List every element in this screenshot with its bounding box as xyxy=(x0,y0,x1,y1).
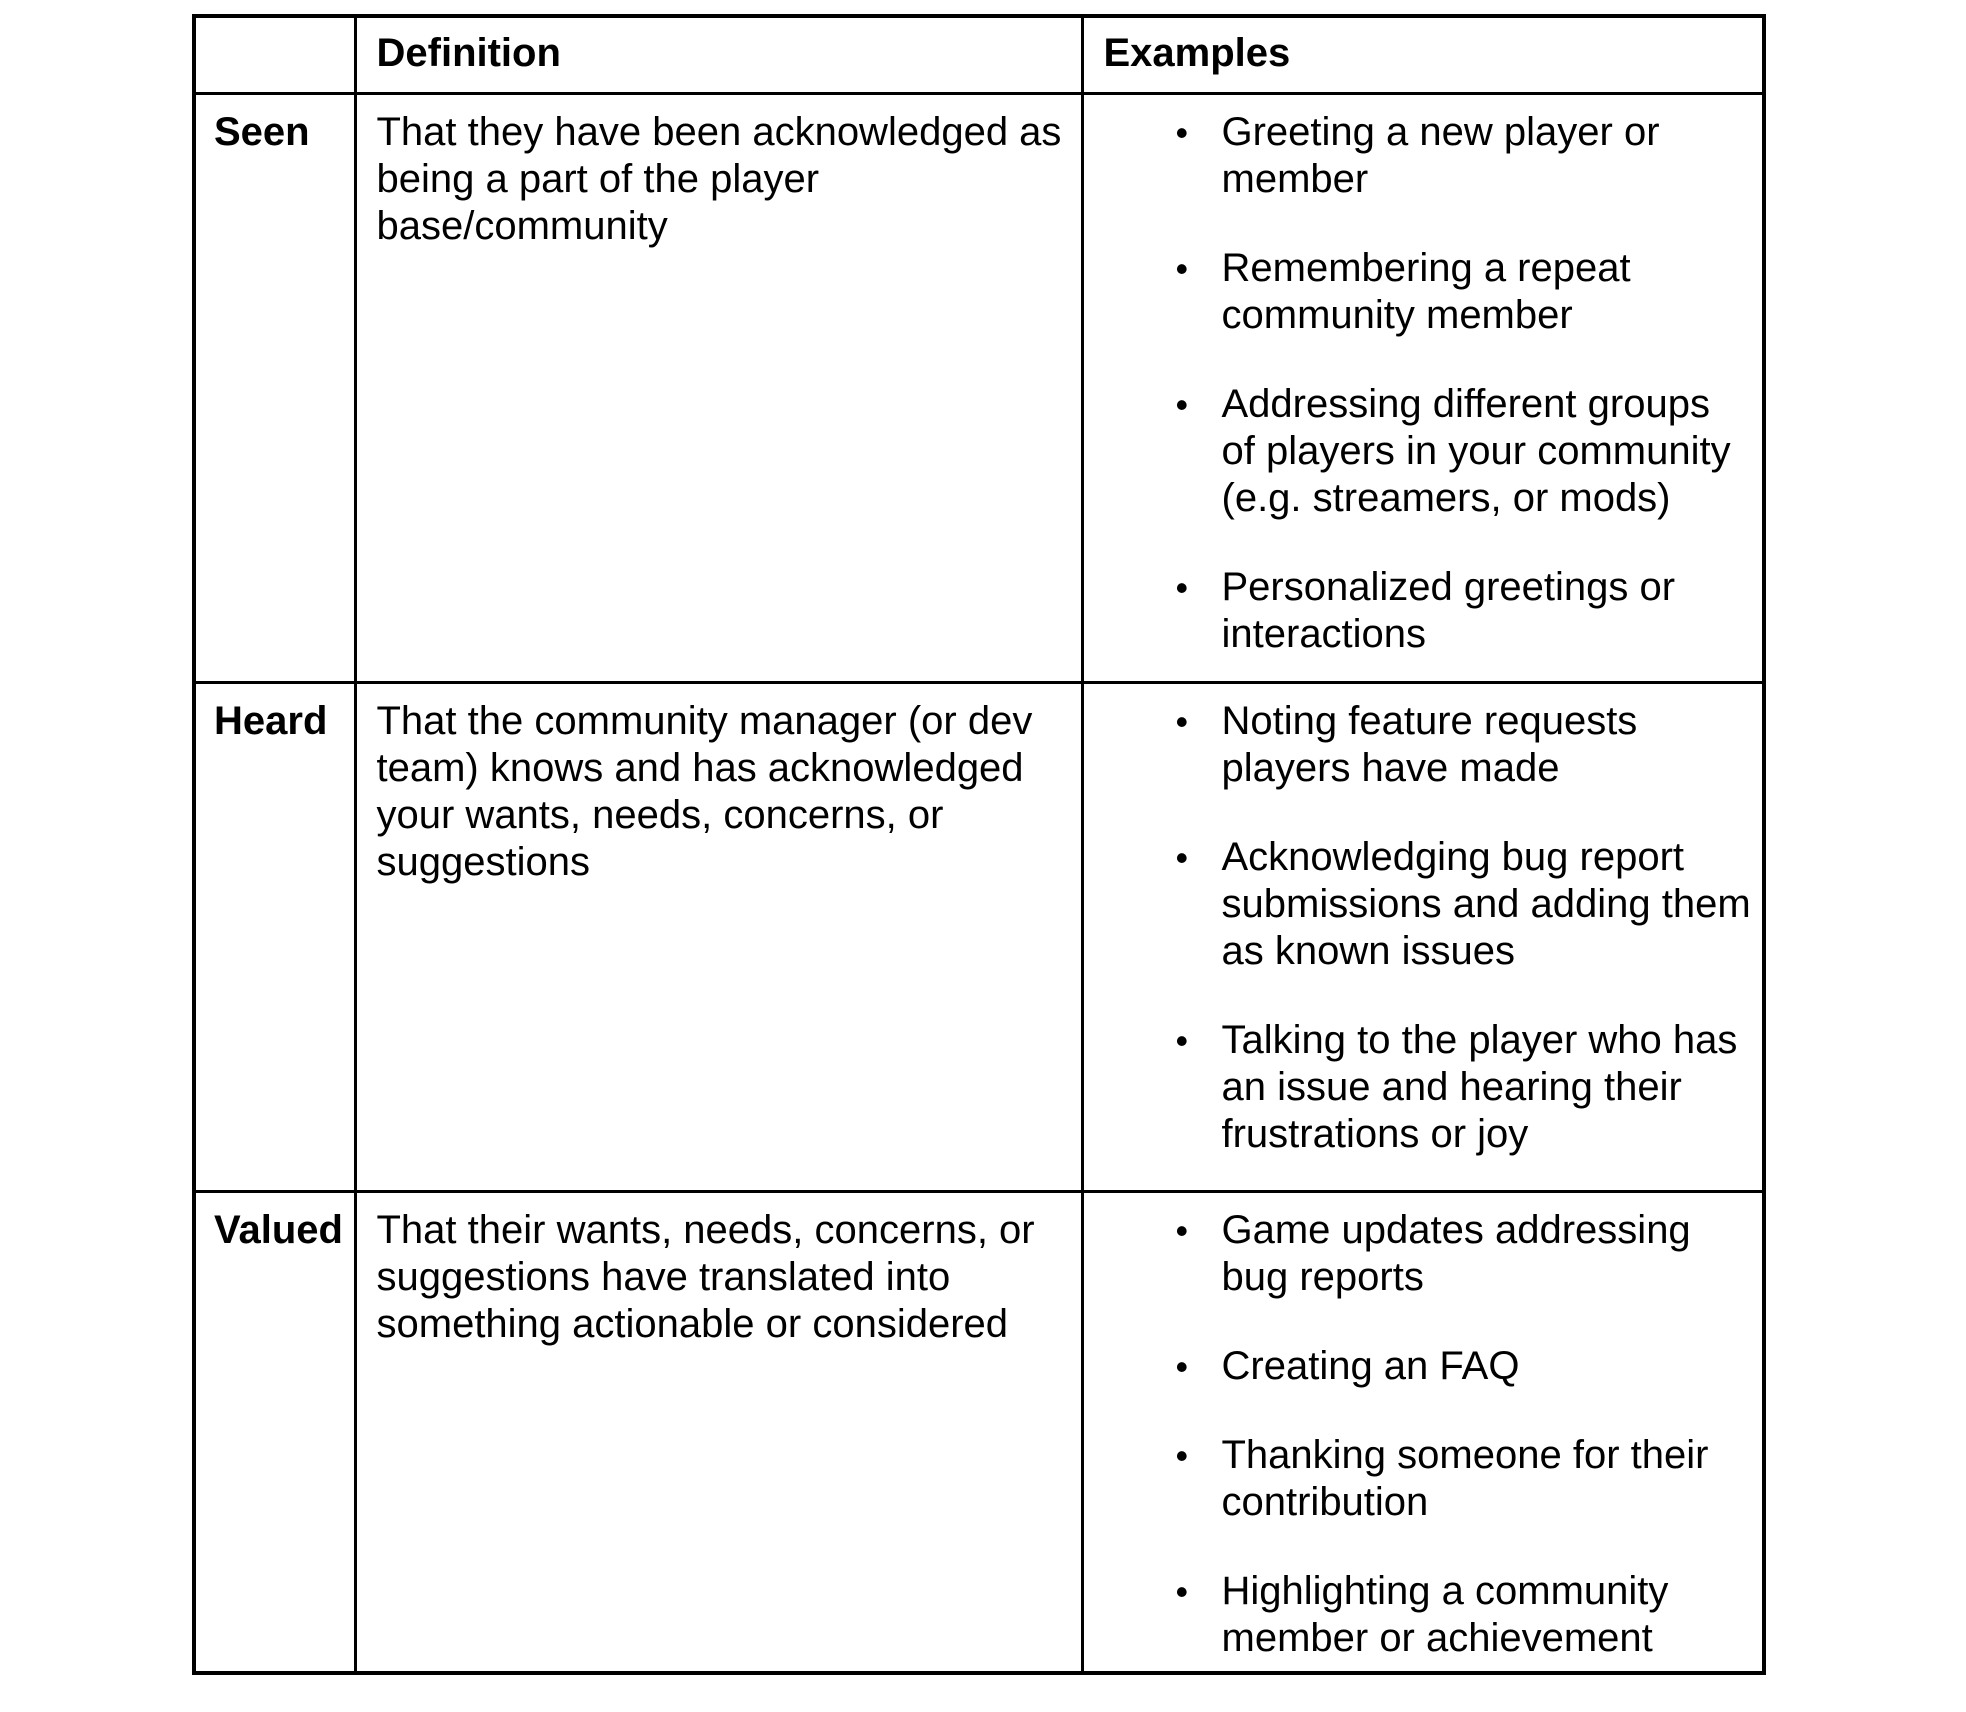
row-label-valued: Valued xyxy=(194,1191,355,1673)
table-header-row xyxy=(194,16,1764,93)
example-text: Personalized greetings or interactions xyxy=(1221,564,1676,656)
examples-valued xyxy=(1082,1191,1764,1673)
list-item xyxy=(1084,1207,1755,1301)
list-item xyxy=(1084,1017,1755,1158)
example-text: Remembering a repeat community member xyxy=(1221,245,1631,337)
list-item xyxy=(1084,381,1755,522)
example-text: Thanking someone for their contribution xyxy=(1221,1432,1709,1524)
examples-heard xyxy=(1082,682,1764,1191)
examples-list xyxy=(1084,1207,1755,1662)
example-text: Addressing different groups of players in your community (e.g. streamers, or mods) xyxy=(1221,381,1731,520)
examples-list xyxy=(1084,109,1755,658)
list-item xyxy=(1084,1568,1755,1662)
bullet-icon: • xyxy=(1175,383,1189,425)
bullet-icon: • xyxy=(1175,1434,1189,1476)
definition-heard: That the community manager (or dev team) knows and has acknowledged your wants, needs, concerns, or suggestions xyxy=(355,682,1082,1191)
bullet-icon: • xyxy=(1175,111,1189,153)
bullet-icon: • xyxy=(1175,566,1189,608)
list-item xyxy=(1084,564,1755,658)
bullet-icon: • xyxy=(1175,1019,1189,1061)
bullet-icon: • xyxy=(1175,247,1189,289)
examples-seen xyxy=(1082,93,1764,682)
table-row-valued xyxy=(194,1191,1764,1673)
example-text: Highlighting a community member or achievement xyxy=(1221,1568,1669,1660)
bullet-icon: • xyxy=(1175,700,1189,742)
definitions-table xyxy=(192,14,1766,1675)
table-row-heard xyxy=(194,682,1764,1191)
header-cell-blank xyxy=(194,16,355,93)
bullet-icon: • xyxy=(1175,1209,1189,1251)
bullet-icon: • xyxy=(1175,836,1189,878)
row-label-seen: Seen xyxy=(194,93,355,682)
list-item xyxy=(1084,834,1755,975)
example-text: Talking to the player who has an issue and hearing their frustrations or joy xyxy=(1221,1017,1738,1156)
example-text: Acknowledging bug report submissions and adding them as known issues xyxy=(1221,834,1751,973)
list-item xyxy=(1084,1432,1755,1526)
list-item xyxy=(1084,1343,1755,1390)
example-text: Creating an FAQ xyxy=(1221,1343,1520,1388)
list-item xyxy=(1084,245,1755,339)
table-row-seen xyxy=(194,93,1764,682)
row-label-heard: Heard xyxy=(194,682,355,1191)
definition-valued: That their wants, needs, concerns, or suggestions have translated into something actionable or considered xyxy=(355,1191,1082,1673)
list-item xyxy=(1084,109,1755,203)
example-text: Noting feature requests players have made xyxy=(1221,698,1638,790)
definition-seen: That they have been acknowledged as being a part of the player base/community xyxy=(355,93,1082,682)
bullet-icon: • xyxy=(1175,1345,1189,1387)
examples-list xyxy=(1084,698,1755,1158)
list-item xyxy=(1084,698,1755,792)
example-text: Game updates addressing bug reports xyxy=(1221,1207,1691,1299)
header-cell-examples: Examples xyxy=(1082,16,1764,93)
header-cell-definition: Definition xyxy=(355,16,1082,93)
bullet-icon: • xyxy=(1175,1570,1189,1612)
example-text: Greeting a new player or member xyxy=(1221,109,1660,201)
